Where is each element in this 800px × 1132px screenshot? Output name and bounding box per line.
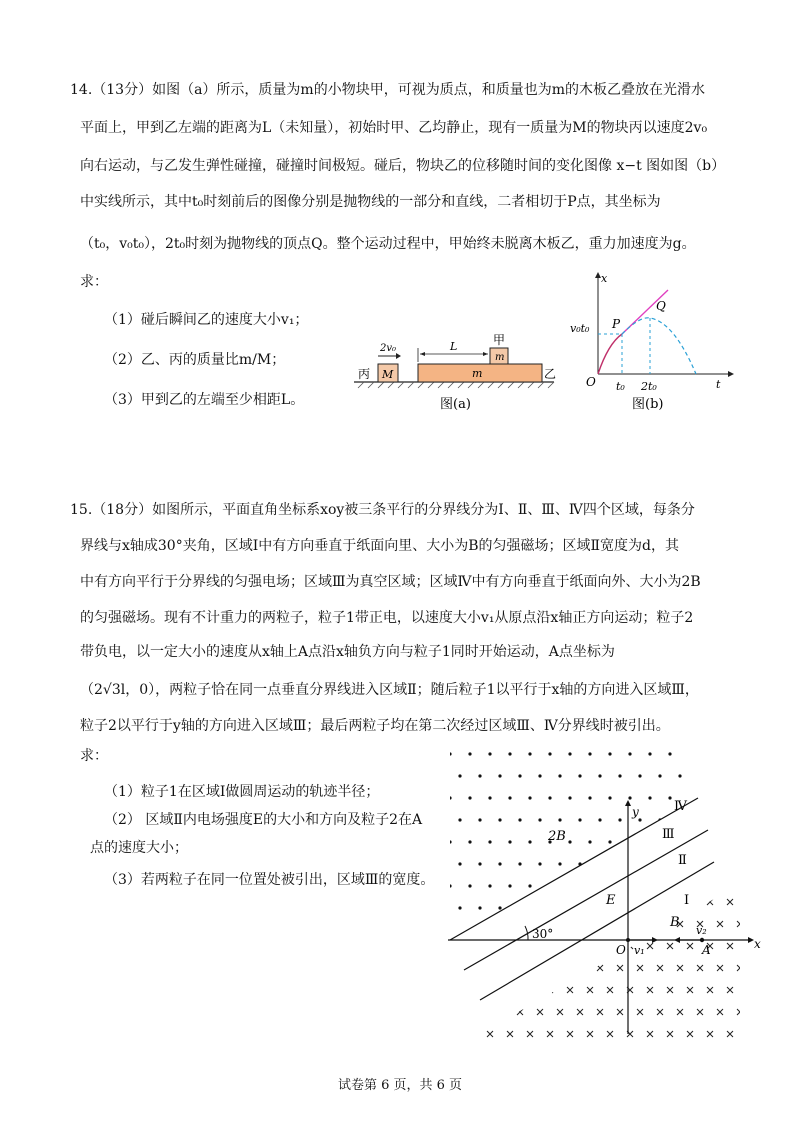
fig-b-point-P: P — [612, 317, 621, 331]
field-dot — [668, 752, 671, 755]
q15-line-2: 界线与x轴成30°夹角，区域Ⅰ中有方向垂直于纸面向里、大小为B的匀强磁场；区域Ⅱ宽度为d，其 — [80, 538, 680, 554]
q15-question-2: （2） 区域Ⅱ内电场强度E的大小和方向及粒子2在A — [104, 812, 423, 828]
field-dot — [568, 884, 571, 887]
boundary-ii-iii — [464, 830, 708, 970]
field-cross — [577, 965, 583, 971]
field-dot — [488, 840, 491, 843]
field-cross — [547, 987, 553, 993]
field-cross — [687, 1031, 693, 1037]
field-dot — [448, 840, 451, 843]
field-cross — [687, 987, 693, 993]
field-cross — [647, 987, 653, 993]
field-dot — [538, 818, 541, 821]
field-cross — [737, 877, 743, 883]
field-cross — [717, 877, 723, 883]
q15-line-7: 粒子2以平行于y轴的方向进入区域Ⅲ；最后两粒子均在第二次经过区域Ⅲ、Ⅳ分界线时被引出。 — [80, 718, 670, 734]
field-dot — [528, 796, 531, 799]
field-cross — [517, 965, 523, 971]
field-cross — [707, 1031, 713, 1037]
field-cross — [717, 1009, 723, 1015]
field-cross — [487, 987, 493, 993]
field-cross — [517, 921, 523, 927]
q15-question-2-cont: 点的速度大小； — [90, 840, 188, 856]
field-dot — [618, 862, 621, 865]
field-dot — [538, 774, 541, 777]
field-cross — [557, 965, 563, 971]
q14-question-2: （2）乙、丙的质量比m/M； — [104, 352, 286, 368]
field-dot — [518, 906, 521, 909]
field-dot — [558, 818, 561, 821]
field-cross — [527, 1031, 533, 1037]
field-cross — [637, 965, 643, 971]
fig-a-label-m-block: m — [495, 352, 505, 363]
field-cross — [587, 1031, 593, 1037]
field-cross — [497, 1009, 503, 1015]
label-region-iii: Ⅲ — [662, 827, 675, 842]
field-cross — [557, 921, 563, 927]
q14-line-5: （t₀，v₀t₀），2t₀时刻为抛物线的顶点Q。整个运动过程中，甲始终未脱离木板乙，重力加速度为g。 — [80, 236, 696, 252]
field-cross — [717, 965, 723, 971]
field-dot — [478, 862, 481, 865]
field-dot — [488, 884, 491, 887]
fig-a-label-yi: 乙 — [544, 367, 557, 381]
label-b: B — [670, 915, 680, 930]
q14-line-3: 向右运动，与乙发生弹性碰撞，碰撞时间极短。碰后，物块乙的位移随时间的变化图像 x−t 图如图（b） — [80, 158, 726, 174]
field-dot — [648, 796, 651, 799]
field-dot — [638, 774, 641, 777]
field-dot — [498, 818, 501, 821]
fig-a-label-jia: 甲 — [493, 333, 506, 347]
field-dot — [668, 796, 671, 799]
q15-question-3: （3）若两粒子在同一位置处被引出，区域Ⅲ的宽度。 — [104, 872, 435, 888]
field-cross — [587, 943, 593, 949]
field-cross — [587, 987, 593, 993]
q14-question-1: （1）碰后瞬间乙的速度大小v₁； — [104, 312, 309, 328]
field-dot — [648, 840, 651, 843]
field-cross — [497, 921, 503, 927]
field-cross — [597, 965, 603, 971]
field-cross — [637, 921, 643, 927]
field-dot — [628, 884, 631, 887]
field-cross — [677, 1009, 683, 1015]
field-cross — [637, 1009, 643, 1015]
field-dot — [618, 774, 621, 777]
field-cross — [547, 943, 553, 949]
field-cross — [747, 987, 753, 993]
fig-b-tick-t0: t₀ — [616, 380, 625, 393]
field-dot — [468, 796, 471, 799]
field-dot — [628, 796, 631, 799]
field-dot — [468, 840, 471, 843]
field-cross — [497, 877, 503, 883]
field-cross — [617, 1009, 623, 1015]
field-dot — [648, 752, 651, 755]
question-14 — [70, 80, 740, 412]
field-cross — [697, 1009, 703, 1015]
field-cross — [707, 899, 713, 905]
q15-question-1: （1）粒子1在区域Ⅰ做圆周运动的轨迹半径； — [104, 784, 380, 800]
field-dot — [478, 774, 481, 777]
label-2b: 2B — [548, 829, 566, 844]
field-cross — [547, 1031, 553, 1037]
fig-a-label-v: 2v₀ — [380, 343, 397, 354]
field-cross — [597, 1009, 603, 1015]
field-cross — [567, 1031, 573, 1037]
field-cross — [637, 877, 643, 883]
field-dot — [638, 818, 641, 821]
field-dot — [588, 752, 591, 755]
field-dot — [528, 884, 531, 887]
field-dot — [548, 796, 551, 799]
field-cross — [697, 965, 703, 971]
figure-a — [344, 328, 560, 412]
field-dot — [598, 862, 601, 865]
field-cross — [737, 1009, 743, 1015]
fig-a-label-M: M — [382, 368, 394, 381]
field-dot — [488, 752, 491, 755]
field-dot — [478, 818, 481, 821]
q14-line-6: 求： — [80, 274, 108, 290]
field-cross — [677, 965, 683, 971]
field-cross — [507, 987, 513, 993]
field-cross — [727, 943, 733, 949]
q15-line-3: 中有方向平行于分界线的匀强电场；区域Ⅲ为真空区域；区域Ⅳ中有方向垂直于纸面向外、大小为2B — [80, 574, 701, 590]
field-dot — [538, 862, 541, 865]
field-dot — [548, 752, 551, 755]
field-cross — [487, 899, 493, 905]
field-cross — [497, 965, 503, 971]
label-origin: O — [616, 943, 626, 957]
field-cross — [597, 921, 603, 927]
field-dot — [628, 752, 631, 755]
field-dot — [468, 752, 471, 755]
field-cross — [707, 987, 713, 993]
q15-line-4: 的匀强磁场。现有不计重力的两粒子，粒子1带正电，以速度大小v₁从原点沿x轴正方向运动；粒子2 — [80, 610, 694, 626]
field-dot — [558, 862, 561, 865]
boundary-i-ii — [480, 862, 714, 1000]
field-dot — [658, 774, 661, 777]
label-region-i: Ⅰ — [684, 893, 690, 908]
field-dot — [598, 818, 601, 821]
field-cross — [567, 899, 573, 905]
field-dot — [568, 752, 571, 755]
field-cross — [727, 1031, 733, 1037]
boundary-iii-iv — [450, 798, 698, 940]
field-dot — [528, 840, 531, 843]
field-dot — [518, 818, 521, 821]
field-dot — [648, 884, 651, 887]
field-cross — [717, 921, 723, 927]
fig-b-axis-x: x — [601, 272, 608, 285]
q14-question-3: （3）甲到乙的左端至少相距L。 — [104, 392, 305, 408]
label-v1: v₁ — [634, 944, 645, 957]
label-e: E — [606, 893, 616, 908]
field-cross — [727, 987, 733, 993]
field-dot — [458, 906, 461, 909]
field-cross — [617, 965, 623, 971]
field-cross — [667, 1031, 673, 1037]
field-dot — [678, 906, 681, 909]
field-cross — [527, 943, 533, 949]
field-cross — [577, 877, 583, 883]
q14-line-1: 14.（13分）如图（a）所示，质量为m的小物块甲，可视为质点，和质量也为m的木板乙叠放在光滑水 — [70, 82, 705, 98]
label-region-iv: Ⅳ — [674, 799, 687, 814]
field-cross — [737, 965, 743, 971]
field-dot — [508, 884, 511, 887]
field-cross — [687, 943, 693, 949]
field-cross — [567, 987, 573, 993]
field-dot — [508, 752, 511, 755]
field-dot — [558, 906, 561, 909]
field-dot — [578, 906, 581, 909]
fig-b-origin: O — [586, 375, 596, 389]
q14-line-4: 中实线所示，其中t₀时刻前后的图像分别是抛物线的一部分和直线，二者相切于P点，其坐标为 — [80, 194, 661, 210]
field-dot — [488, 796, 491, 799]
field-dot — [458, 774, 461, 777]
field-dot — [608, 840, 611, 843]
label-region-ii: Ⅱ — [678, 853, 687, 868]
field-cross — [607, 987, 613, 993]
field-dot — [638, 862, 641, 865]
label-x: x — [754, 937, 761, 951]
field-cross — [537, 1009, 543, 1015]
field-dot — [608, 752, 611, 755]
fig-a-label-L: L — [450, 340, 458, 353]
label-angle: 30° — [532, 927, 554, 941]
field-cross — [597, 877, 603, 883]
field-dot — [518, 774, 521, 777]
field-cross — [607, 1031, 613, 1037]
field-cross — [577, 921, 583, 927]
fig-b-tick-2t0: 2t₀ — [641, 380, 657, 393]
field-dot — [508, 796, 511, 799]
field-dot — [578, 774, 581, 777]
field-dot — [478, 906, 481, 909]
field-cross — [667, 899, 673, 905]
field-dot — [458, 862, 461, 865]
field-cross — [577, 1009, 583, 1015]
field-dot — [628, 840, 631, 843]
figure-15 — [440, 744, 770, 1054]
field-cross — [747, 943, 753, 949]
fig-b-point-Q: Q — [656, 299, 666, 313]
field-cross — [477, 1009, 483, 1015]
field-cross — [697, 877, 703, 883]
figure-b — [564, 272, 740, 412]
q15-line-6: （2√3l，0），两粒子恰在同一点垂直分界线进入区域Ⅱ；随后粒子1以平行于x轴的方向进入区域Ⅲ， — [80, 682, 699, 698]
field-dot — [618, 906, 621, 909]
field-dot — [568, 796, 571, 799]
fig-a-label-bing: 丙 — [358, 367, 371, 381]
field-cross — [657, 965, 663, 971]
fig-b-caption: 图(b) — [632, 397, 664, 412]
field-cross — [737, 921, 743, 927]
field-dot — [538, 906, 541, 909]
field-dot — [658, 862, 661, 865]
field-dot — [448, 884, 451, 887]
field-cross — [477, 877, 483, 883]
label-y: y — [632, 805, 639, 819]
field-dot — [598, 906, 601, 909]
field-dot — [448, 796, 451, 799]
field-cross — [537, 877, 543, 883]
field-cross — [647, 1031, 653, 1037]
field-dot — [578, 818, 581, 821]
field-cross — [607, 943, 613, 949]
field-dot — [498, 774, 501, 777]
field-dot — [518, 862, 521, 865]
field-cross — [657, 921, 663, 927]
field-cross — [487, 1031, 493, 1037]
field-cross — [557, 1009, 563, 1015]
field-dot — [508, 840, 511, 843]
field-dot — [548, 884, 551, 887]
field-cross — [587, 899, 593, 905]
page-footer: 试卷第 6 页，共 6 页 — [337, 1078, 463, 1093]
q15-line-5: 带负电，以一定大小的速度从x轴上A点沿x轴负方向与粒子1同时开始运动，A点坐标为 — [80, 644, 615, 660]
field-cross — [517, 1009, 523, 1015]
field-dot — [608, 796, 611, 799]
fig-b-axis-t: t — [716, 378, 721, 391]
field-dot — [678, 818, 681, 821]
field-dot — [468, 884, 471, 887]
label-v2: v₂ — [696, 924, 707, 937]
field-cross — [477, 965, 483, 971]
field-dot — [558, 774, 561, 777]
field-cross — [667, 987, 673, 993]
field-dot — [528, 752, 531, 755]
field-dot — [458, 818, 461, 821]
field-cross — [617, 921, 623, 927]
field-cross — [507, 1031, 513, 1037]
field-dot — [498, 862, 501, 865]
field-dot — [498, 906, 501, 909]
field-cross — [747, 899, 753, 905]
fig-b-label-v0t0: v₀t₀ — [570, 322, 590, 335]
field-dot — [658, 906, 661, 909]
field-cross — [657, 1009, 663, 1015]
fig-a-caption: 图(a) — [440, 397, 471, 412]
field-cross — [657, 877, 663, 883]
field-dot — [618, 818, 621, 821]
q15-line-8: 求： — [80, 748, 108, 764]
label-a: A — [702, 943, 711, 957]
field-dot — [448, 752, 451, 755]
field-cross — [487, 943, 493, 949]
q15-line-1: 15.（18分）如图所示，平面直角坐标系xoy被三条平行的分界线分为Ⅰ、Ⅱ、Ⅲ、Ⅳ四个区域，每条分 — [70, 502, 695, 518]
field-cross — [747, 1031, 753, 1037]
field-cross — [527, 987, 533, 993]
field-dot — [678, 774, 681, 777]
field-cross — [547, 899, 553, 905]
field-cross — [667, 943, 673, 949]
field-dot — [588, 796, 591, 799]
field-dot — [598, 774, 601, 777]
field-dot — [588, 884, 591, 887]
fig-a-label-m-board: m — [472, 367, 483, 380]
field-dot — [588, 840, 591, 843]
q14-line-2: 平面上，甲到乙左端的距离为L（未知量），初始时甲、乙均静止，现有一质量为M的物块丙以速度2v₀ — [80, 120, 708, 136]
field-dot — [568, 840, 571, 843]
field-cross — [727, 899, 733, 905]
field-cross — [527, 899, 533, 905]
field-cross — [517, 877, 523, 883]
field-cross — [647, 943, 653, 949]
